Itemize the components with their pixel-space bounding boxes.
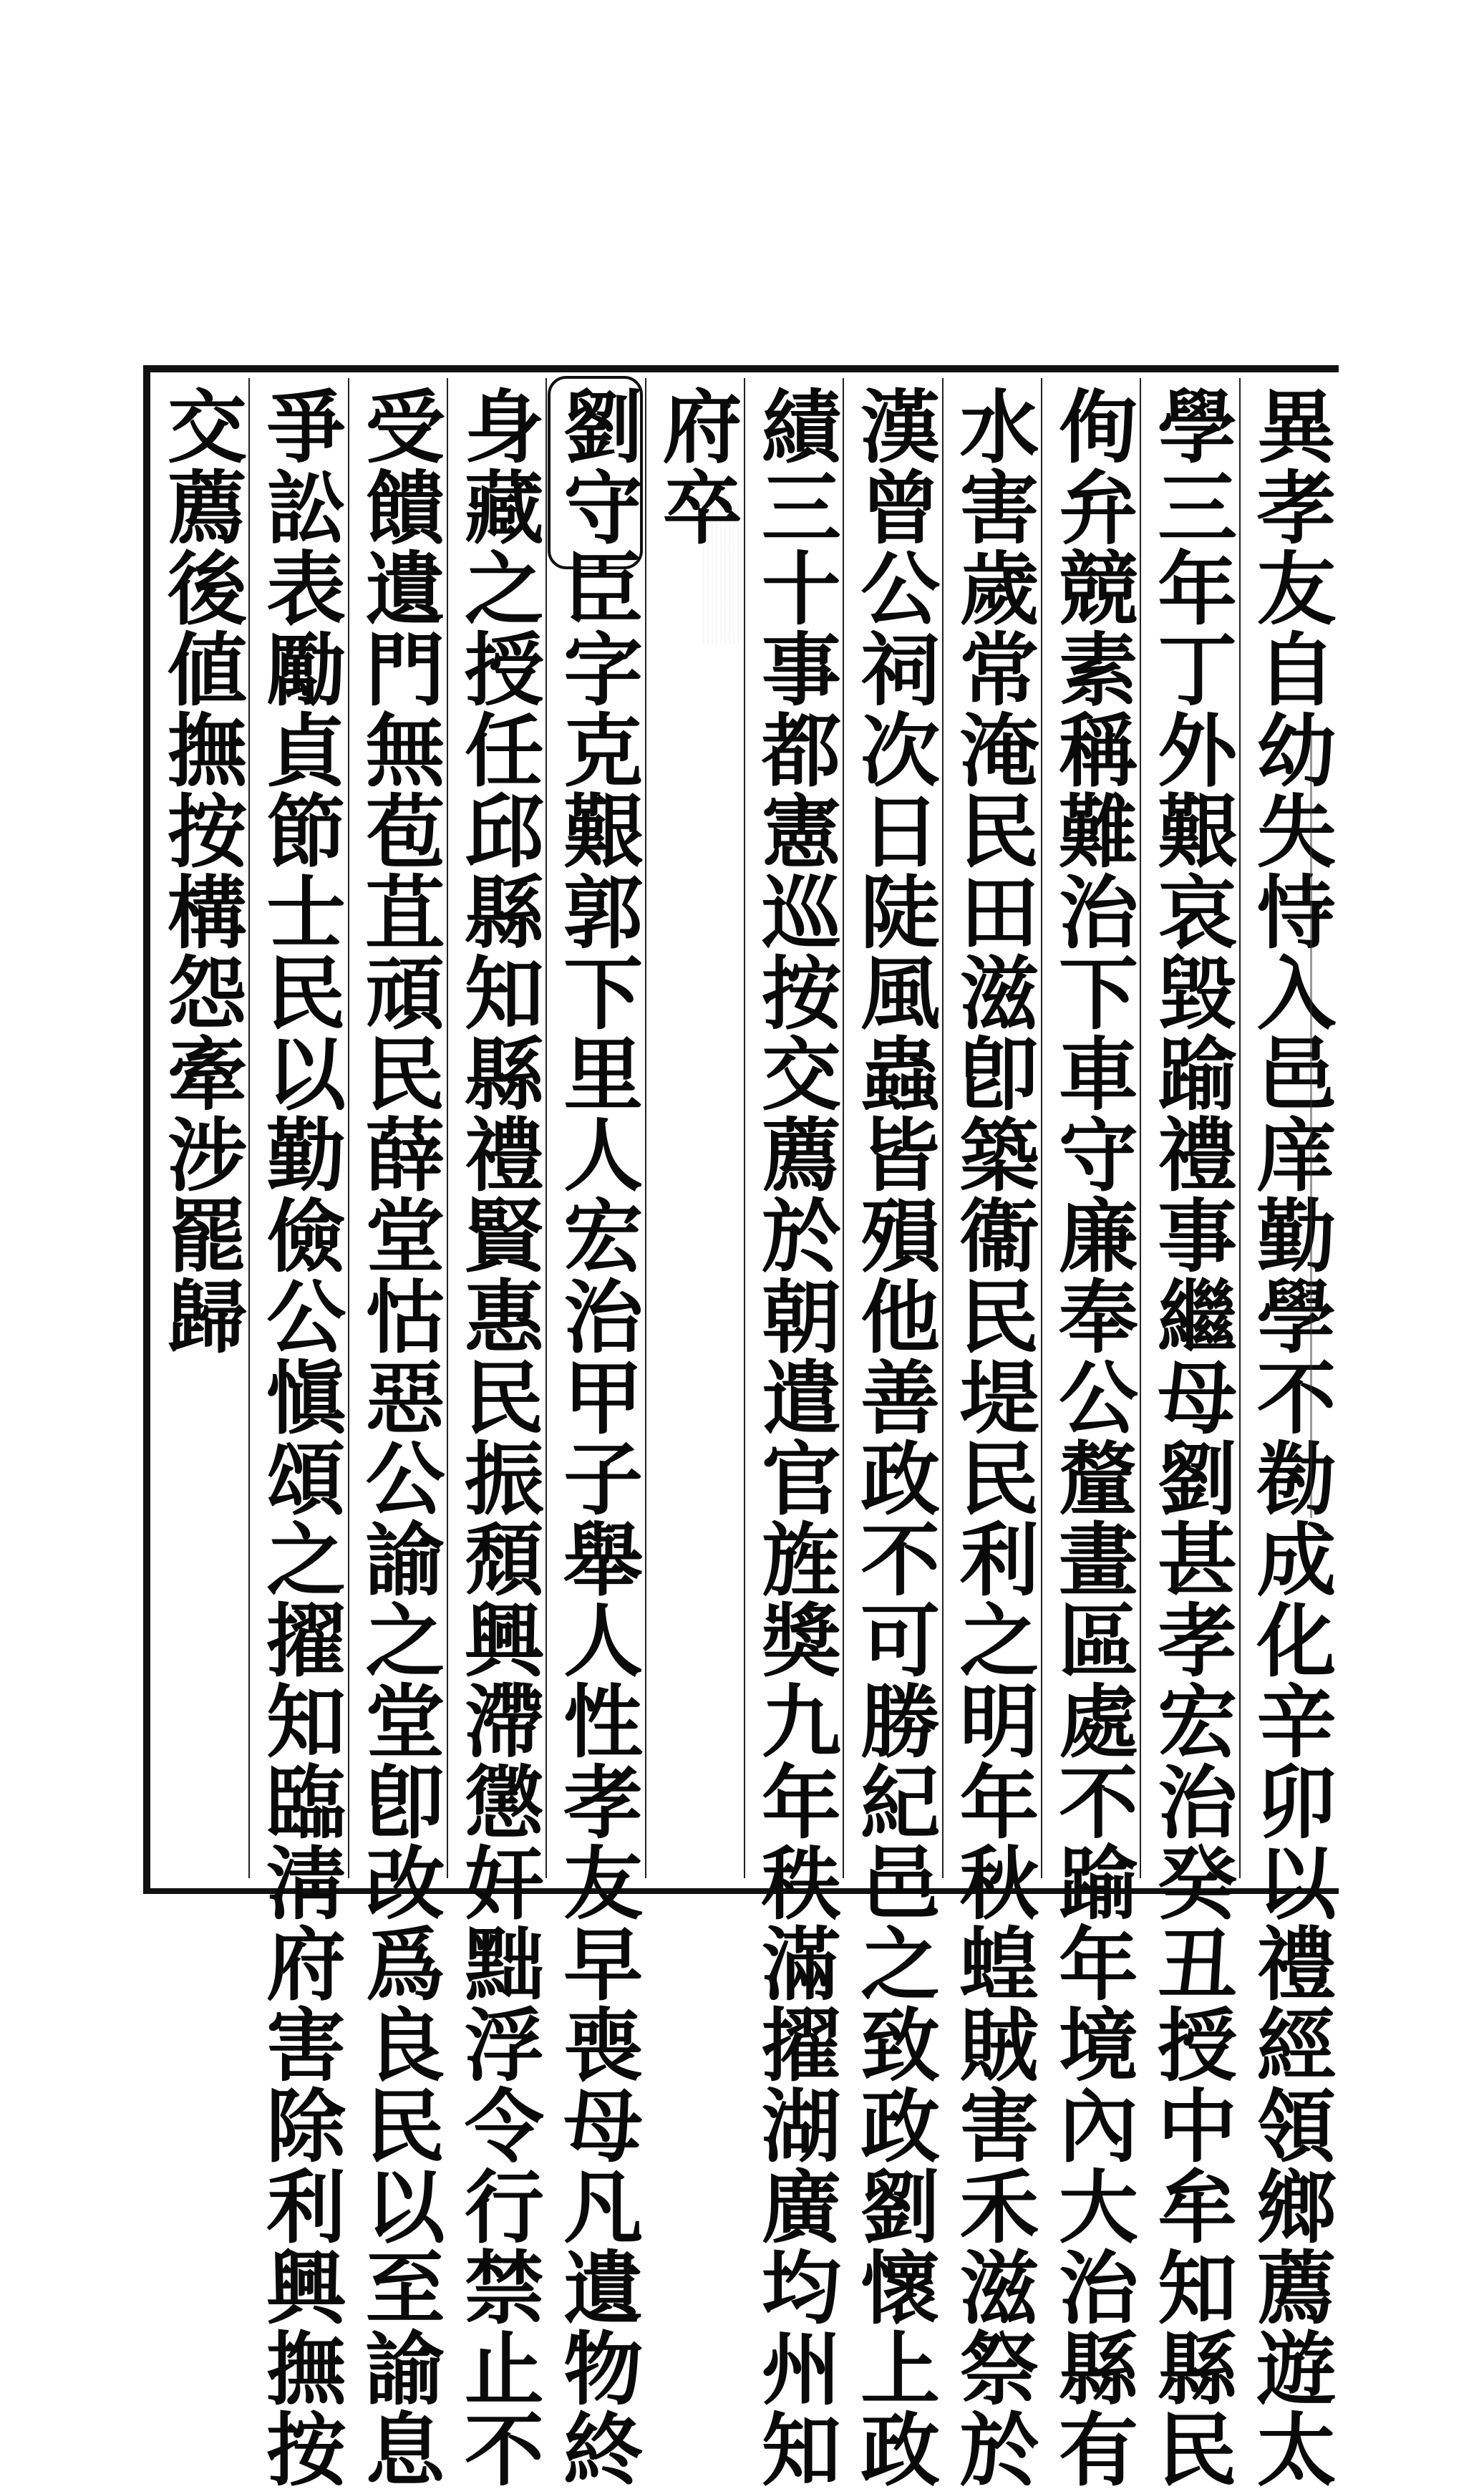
column-text: 異孝友自幼失恃入邑庠勤學不勌成化辛卯以禮經領鄉薦遊太	[1242, 385, 1336, 2489]
column-text: 水害歲常淹民田滋卽築衞民堤民利之明年秋蝗賊害禾滋祭於	[945, 385, 1039, 2489]
column-text: 身藏之授任邱縣知縣禮賢惠民振頹興滯懲奸黜浮令行禁止不	[450, 385, 544, 2489]
column-text: 學三年丁外艱哀毀踰禮事繼母劉甚孝宏治癸丑授中牟知縣民	[1143, 385, 1237, 2489]
column-text: 侚弁競素稱難治下車守廉奉公釐畫區處不踰年境內大治縣有	[1044, 385, 1138, 2489]
text-column-5	[843, 372, 942, 2489]
column-text: 漢曾公祠次日陡風蟲皆殞他善政不可勝紀邑之致政劉懷上政	[846, 385, 940, 2489]
column-text: 府卒	[648, 385, 742, 547]
text-column-9	[447, 372, 546, 2489]
text-column-7	[646, 372, 745, 1887]
text-column-10	[349, 372, 447, 2489]
column-text: 爭訟表勵貞節士民以勤儉公愼頌之擢知臨淸府害除利興撫按	[252, 385, 346, 2489]
column-text: 受饋遺門無苞苴頑民薛堂怙惡公諭之堂卽改爲良民以至諭息	[351, 385, 445, 2489]
text-column-6	[745, 372, 843, 2489]
text-column-8	[546, 372, 645, 2489]
name-highlight-box	[548, 376, 642, 569]
column-text: 績三十事都憲巡按交薦於朝遣官旌獎九年秩滿擢湖廣均州知	[747, 385, 841, 2489]
column-text: 劉守臣字克艱郭下里人宏治甲子舉人性孝友早喪母凡遺物終	[549, 385, 643, 2489]
text-column-3	[1042, 372, 1140, 2489]
text-block	[150, 372, 1339, 2489]
column-text: 交薦後値撫按構怨牽涉罷歸	[153, 385, 247, 1356]
text-column-12	[150, 372, 249, 1887]
text-column-2	[1140, 372, 1239, 2489]
text-column-11	[249, 372, 348, 2489]
fold-mark	[1310, 730, 1341, 1518]
text-column-4	[943, 372, 1042, 2489]
